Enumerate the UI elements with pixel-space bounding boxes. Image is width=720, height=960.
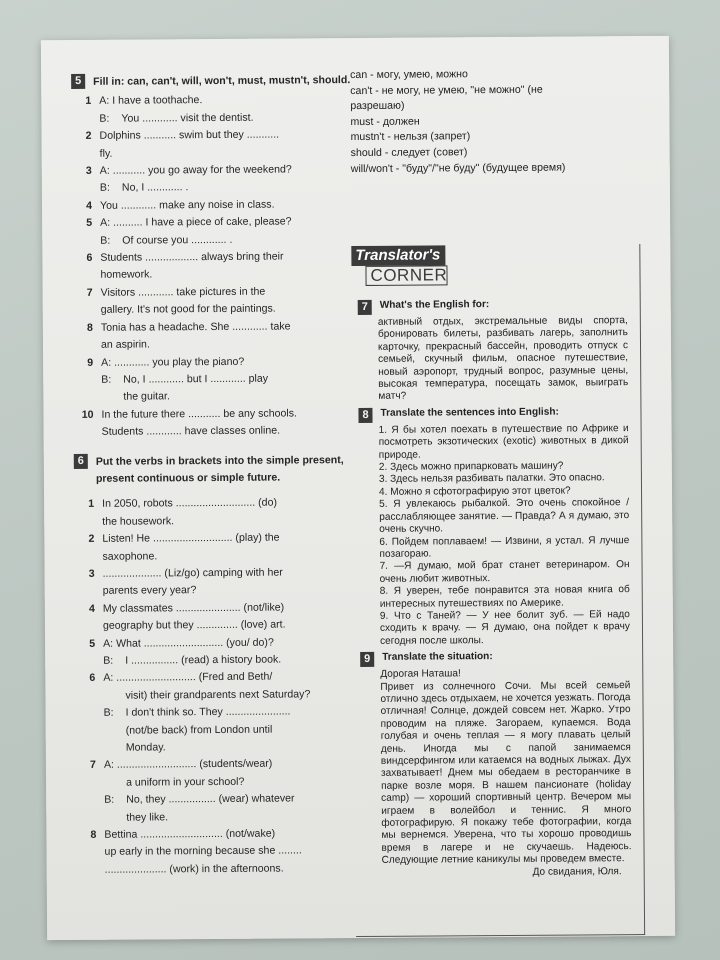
list-item: 3. Здесь нельзя разбивать палатки. Это опасно. (378, 472, 605, 486)
list-item: 9 A: ............ you play the piano? B: No, I ............ but I ............ play the guitar. (87, 355, 269, 403)
worksheet-page (41, 36, 675, 940)
letter-body: Привет из солнечного Сочи. Мы всей семьей отлично здесь отдыхаем, не хочется уезжать. Погода отличная! Солнце, дождей совсем нет. Жарко. Утро проводим на пляже. Загораем, купаемся. Вода голубая и очень теплая — я могу плавать целый день. Иногда мы с папой занимаемся виндсерфингом или катаемся на водных лыжах. Дух захватывает! Днем мы обедаем в ресторанчике в парке возле моря. В нашем пансионате (holiday camp) — хороший спортивный центр. Вечером мы играем в волейбол и теннис. Я много фотографирую. Я покажу тебе фотографии, когда мы вернемся. Уверена, что ты хорошо проводишь время в лагере и не скучаешь. Надеюсь. Следующие летние каникулы мы проведем вместе. (380, 679, 632, 867)
exercise-title: What's the English for: (379, 299, 490, 311)
list-item: 8. Я уверен, тебе понравится эта новая книга об интересных путешествиях по Америке. (379, 584, 630, 610)
exercise-title: Translate the situation: (382, 651, 493, 663)
list-item: 1 In 2050, robots ........................... (do) the housework. (88, 496, 278, 528)
glossary-line: should - следует (совет) (350, 146, 468, 160)
exercise-9-letter (360, 667, 631, 880)
exercise-7-header (358, 298, 628, 315)
list-item: 4 My classmates ...................... (not/like) geography but they .............. (love) art. (88, 601, 286, 632)
list-item: 9. Что с Таней? — У нее болит зуб. — Ей надо сходить к врачу. — Я думаю, она пойдет к врачу сегодня после школы. (379, 609, 631, 647)
list-item: 2 Listen! He ........................... (play) the saxophone. (88, 531, 280, 563)
list-item: 6 Students .................. always bring their homework. (86, 250, 284, 282)
list-item: 4. Можно я сфотографирую этот цветок? (378, 485, 571, 498)
list-item: 7 Visitors ............ take pictures in the gallery. It's not good for the paintings. (86, 285, 276, 317)
list-item: 3 A: ........... you go away for the weekend? B: No, I ............ . (85, 163, 292, 195)
translators-corner-title: Translator's CORNER (351, 245, 445, 286)
exercise-title: Put the verbs in brackets into the simple present, present continuous or simple future. (95, 453, 344, 485)
list-item: 5 A: .......... I have a piece of cake, please? B: Of course you ............ . (86, 215, 292, 247)
glossary-line: can't - не могу, не умею, "не можно" (не (350, 83, 543, 97)
exercise-5-header (71, 72, 356, 91)
exercise-number: 5 (71, 74, 85, 89)
exercise-8-sentences (359, 423, 631, 648)
letter-greeting: Дорогая Наташа! (380, 668, 461, 681)
list-item: 5. Я увлекаюсь рыбалкой. Это очень спокойное /расслабляющее занятие. — Правда? А я думаю, это очень скучно. (379, 497, 630, 535)
list-item: 4 You ............ make any noise in class. (86, 198, 275, 212)
exercise-title: Translate the sentences into English: (380, 406, 559, 419)
letter-signoff: До свидания, Юля. (532, 865, 622, 878)
list-item: 6 A: ........................... (Fred and Beth/ visit) their grandparents next Saturday? B: I don't think so. They ...................... (not/be back) from London until Monday. (89, 671, 311, 754)
list-item: 6. Пойдем поплаваем! — Извини, я устал. Я лучше позагораю. (379, 534, 630, 560)
left-column (71, 72, 362, 879)
exercise-number: 8 (358, 408, 372, 423)
exercise-number: 9 (360, 652, 374, 667)
exercise-6-header (74, 452, 359, 489)
exercise-8-header (358, 406, 628, 423)
list-item: 10 In the future there ........... be any schools. Students ............ have classes online. (81, 407, 298, 438)
exercise-number: 7 (358, 300, 372, 315)
glossary-line: must - должен (350, 115, 420, 128)
list-item: 1. Я бы хотел поехать в путешествие по Африке и посмотреть экзотических (exotic) животных в дикой природе. (378, 422, 629, 461)
glossary-line: разрешаю) (350, 99, 405, 113)
exercise-7-text: активный отдых, экстремальные виды спорта, бронировать билеты, разбивать лагерь, заполнить карточку, прекрасный бассейн, проводить отпуск с семьей, скучный фильм, опасное путешествие, новый аэропорт, трудный вопрос, разумные цены, высокая температура, посещать замок, выиграть матч? (377, 315, 629, 403)
exercise-5-items (71, 91, 358, 441)
glossary-line: will/won't - "буду"/"не буду" (будущее время) (350, 161, 566, 175)
list-item: 2. Здесь можно припарковать машину? (378, 460, 564, 473)
right-column (346, 66, 647, 878)
exercise-title: Fill in: can, can't, will, won't, must, mustn't, should. (93, 74, 351, 88)
translators-corner-content (358, 294, 632, 880)
list-item: 5 A: What ........................... (you/ do)? B: I ................ (read) a history book. (89, 636, 282, 667)
exercise-6-items (74, 494, 362, 879)
list-item: 7 A: ........................... (students/wear) a uniform in your school? B: No, they ................ (wear) whatever they like. (89, 758, 295, 824)
modal-verbs-glossary (346, 66, 647, 177)
list-item: 1 A: I have a toothache. B: You ............ visit the dentist. (85, 94, 254, 125)
glossary-line: can - могу, умею, можно (350, 68, 468, 82)
glossary-line: mustn't - нельзя (запрет) (350, 130, 471, 144)
translators-corner-box (351, 244, 645, 937)
list-item: 8 Bettina ............................ (not/wake) up early in the morning because she ........ ..................... (work) in the afternoons. (90, 827, 302, 876)
exercise-9-header (360, 650, 630, 667)
list-item: 8 Tonia has a headache. She ............ take an aspirin. (86, 320, 291, 351)
list-item: 3 .................... (Liz/go) camping with her parents every year? (88, 566, 283, 598)
list-item: 7. —Я думаю, мой брат станет ветеринаром. Он очень любит животных. (379, 559, 630, 585)
list-item: 2 Dolphins ........... swim but they ........... fly. (85, 128, 280, 160)
exercise-number: 6 (74, 453, 88, 468)
